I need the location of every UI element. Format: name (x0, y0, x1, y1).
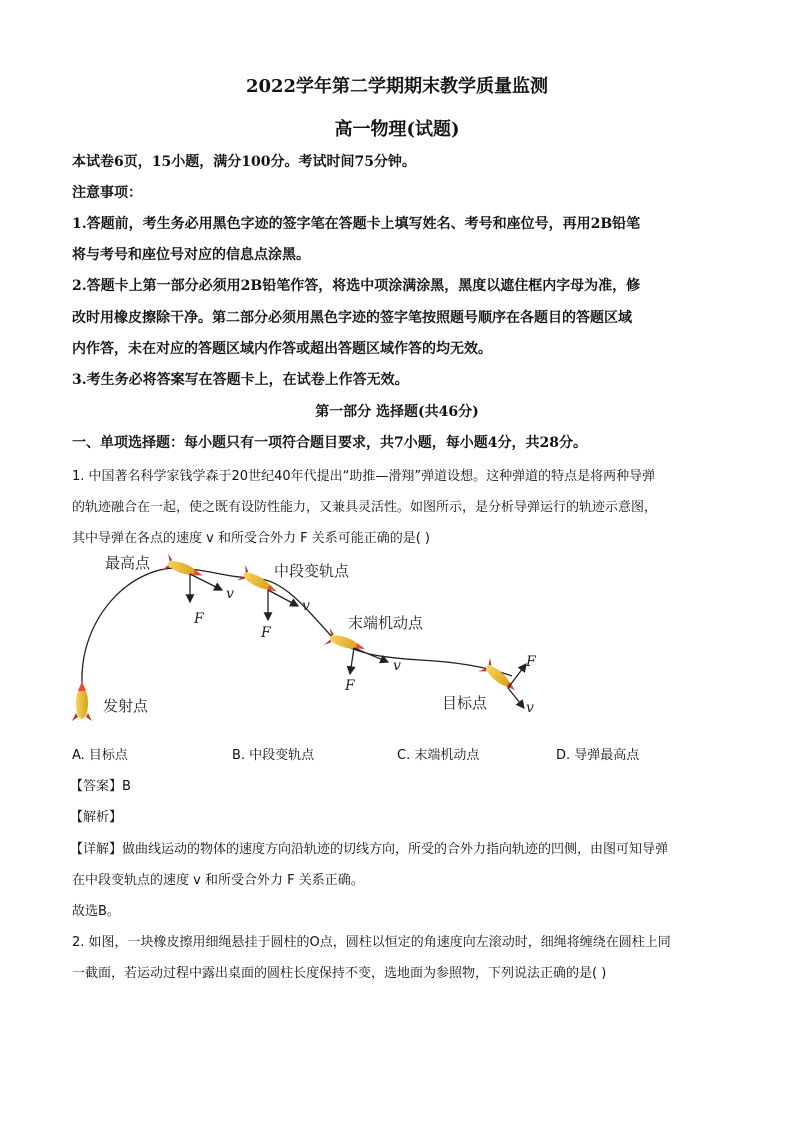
target-missile-icon (478, 658, 520, 698)
end-force-arrow (350, 648, 354, 674)
label-launch-point: 发射点 (103, 697, 149, 715)
note-2-line-3: 内作答，未在对应的答题区域内作答或超出答题区域作答的均无效。 (72, 341, 492, 357)
end-velocity-arrow (354, 648, 388, 662)
label-mid-point: 中段变轨点 (274, 562, 350, 580)
f-label-mid: F (261, 625, 271, 641)
f-label-top: F (194, 611, 204, 627)
q1-line-2: 的轨迹融合在一起，使之既有设防性能力，又兼具灵活性。如图所示，是分析导弹运行的轨迹示意图， (72, 500, 658, 515)
exam-subtitle: 高一物理(试题) (334, 119, 460, 140)
f-label-target: F (526, 654, 536, 670)
q1-conclusion: 故选B。 (72, 904, 120, 919)
exam-title: 2022学年第二学期期末教学质量监测 (245, 76, 549, 97)
part1-heading: 第一部分 选择题(共46分) (315, 404, 479, 420)
q1-detail-line-2: 在中段变轨点的速度 v 和所受合外力 F 关系正确。 (72, 873, 364, 888)
q2-line-2: 一截面，若运动过程中露出桌面的圆柱长度保持不变，选地面为参照物，下列说法正确的是( ) (72, 966, 607, 981)
label-top-point: 最高点 (105, 554, 151, 572)
note-2-line-2: 改时用橡皮擦除干净。第二部分必须用黑色字迹的签字笔按照题号顺序在各题目的答题区域 (72, 310, 632, 326)
label-target-point: 目标点 (442, 694, 488, 712)
q1-option-b: B. 中段变轨点 (232, 748, 315, 763)
q1-detail-line-1: 【详解】做曲线运动的物体的速度方向沿轨迹的切线方向，所受的合外力指向轨迹的凹侧，由图可知导弹 (70, 842, 669, 857)
q1-analysis-heading: 【解析】 (70, 810, 123, 825)
top-velocity-arrow (190, 574, 222, 590)
note-3: 3.考生务必将答案写在答题卡上，在试卷上作答无效。 (72, 372, 409, 388)
note-1-line-2: 将与考号和座位号对应的信息点涂黑。 (72, 247, 310, 263)
target-velocity-arrow (508, 688, 524, 708)
end-missile-icon (324, 628, 368, 657)
note-1-line-1: 1.答题前，考生务必用黑色字迹的签字笔在答题卡上填写姓名、考号和座位号，再用2B铅笔 (72, 216, 641, 232)
v-label-mid: v (302, 598, 310, 614)
missile-trajectory-figure (70, 548, 550, 728)
trajectory-curve (82, 568, 512, 683)
q1-line-3: 其中导弹在各点的速度 v 和所受合外力 F 关系可能正确的是( ) (72, 531, 430, 546)
launch-missile-icon (72, 681, 92, 721)
intro-text: 本试卷6页，15小题，满分100分。考试时间75分钟。 (72, 154, 416, 170)
q1-option-c: C. 末端机动点 (397, 748, 480, 763)
v-label-end: v (393, 658, 401, 674)
q1-option-a: A. 目标点 (72, 748, 128, 763)
v-label-top: v (226, 586, 234, 602)
notes-heading: 注意事项： (72, 185, 142, 201)
q1-option-d: D. 导弹最高点 (556, 748, 640, 763)
label-end-point: 末端机动点 (348, 614, 424, 632)
v-label-target: v (526, 700, 534, 716)
f-label-end: F (345, 678, 355, 694)
note-2-line-1: 2.答题卡上第一部分必须用2B铅笔作答，将选中项涂满涂黑，黑度以遮住框内字母为准，修 (72, 278, 641, 294)
q2-line-1: 2. 如图，一块橡皮擦用细绳悬挂于圆柱的O点，圆柱以恒定的角速度向左滚动时，细绳将缠绕在圆柱上同 (72, 935, 671, 950)
q1-line-1: 1. 中国著名科学家钱学森于20世纪40年代提出“助推—滑翔”弹道设想。这种弹道的特点是将两种导弹 (72, 469, 656, 484)
q1-answer: 【答案】B (70, 779, 131, 794)
section-heading: 一、单项选择题：每小题只有一项符合题目要求，共7小题，每小题4分，共28分。 (72, 435, 587, 451)
mid-velocity-arrow (268, 590, 298, 606)
